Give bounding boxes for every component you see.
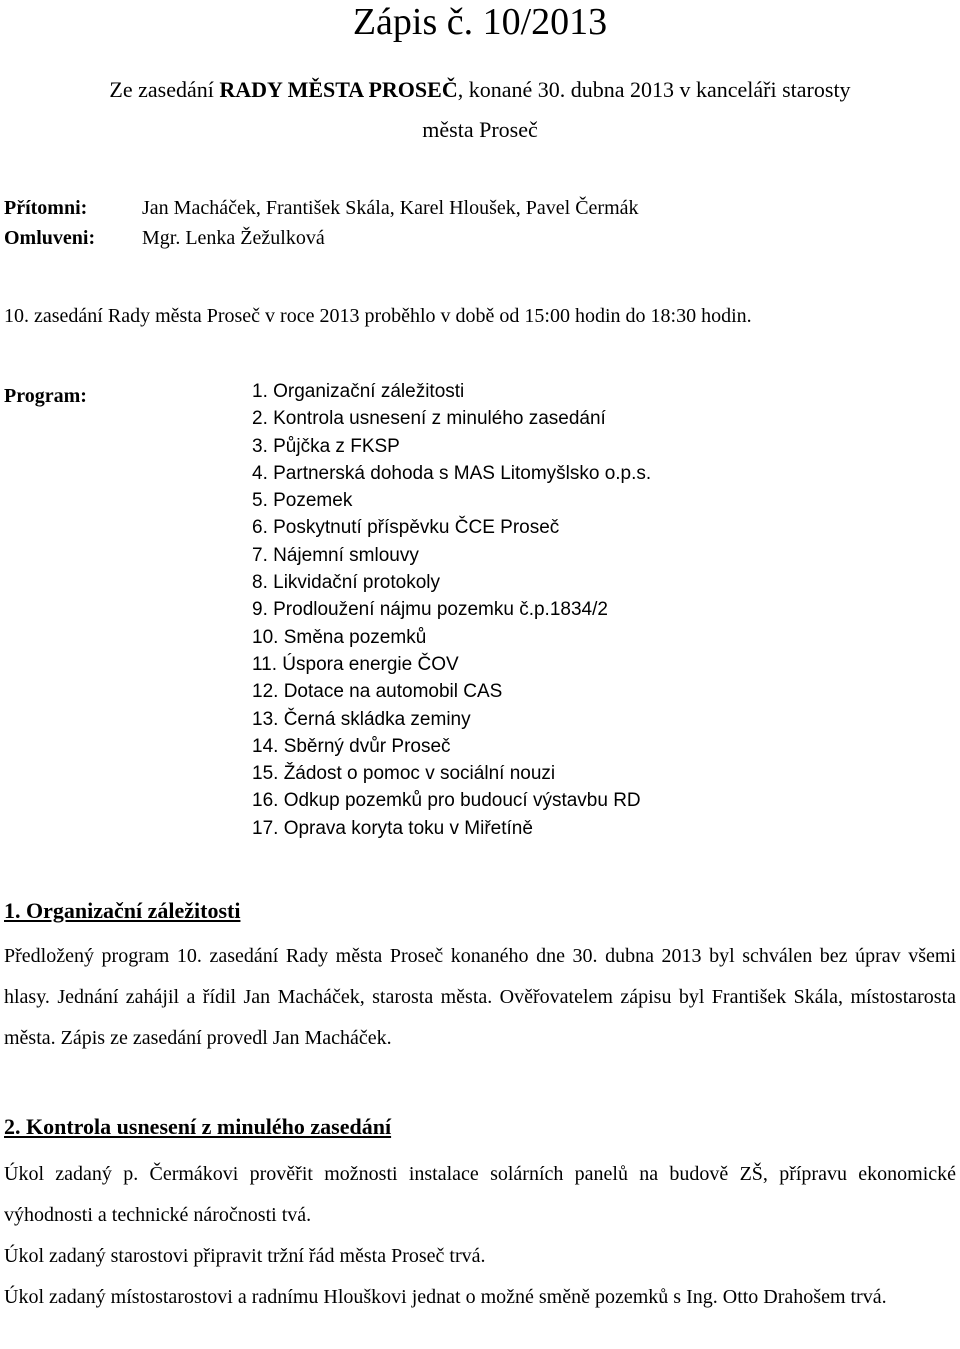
section2-paragraph: Úkol zadaný místostarostovi a radnímu Hlouškovi jednat o možné směně pozemků s Ing. Otto Drahošem trvá. [4, 1286, 887, 1308]
program-item: 8. Likvidační protokoly [252, 572, 440, 594]
program-item: 13. Černá skládka zeminy [252, 708, 471, 730]
program-item: 16. Odkup pozemků pro budoucí výstavbu RD [252, 790, 641, 812]
council-name: RADY MĚSTA PROSEČ [219, 77, 458, 102]
program-item: 5. Pozemek [252, 490, 353, 512]
program-item: 2. Kontrola usnesení z minulého zasedání [252, 408, 606, 430]
program-item: 14. Sběrný dvůr Proseč [252, 735, 451, 757]
program-list [252, 378, 651, 842]
section2-heading: 2. Kontrola usnesení z minulého zasedání [4, 1114, 392, 1139]
meeting-intro: 10. zasedání Rady města Proseč v roce 2013 proběhlo v době od 15:00 hodin do 18:30 hodin. [4, 305, 752, 327]
program-item: 6. Poskytnutí příspěvku ČCE Proseč [252, 517, 560, 539]
section1-heading: 1. Organizační záležitosti [4, 898, 241, 923]
present-label: Přítomni: [4, 197, 88, 219]
program-item: 1. Organizační záležitosti [252, 381, 465, 402]
document-subtitle [0, 70, 960, 150]
subtitle-line2: města Proseč [422, 117, 538, 142]
section2-paragraph: Úkol zadaný p. Čermákovi prověřit možnosti instalace solárních panelů na budově ZŠ, přípravu ekonomické výhodnosti a technické náročnosti tvá. [4, 1163, 956, 1226]
program-item: 10. Směna pozemků [252, 626, 427, 648]
program-item: 15. Žádost o pomoc v sociální nouzi [252, 763, 556, 785]
section2-paragraph: Úkol zadaný starostovi připravit tržní řád města Proseč trvá. [4, 1245, 486, 1267]
program-label: Program: [4, 385, 87, 407]
program-item: 9. Prodloužení nájmu pozemku č.p.1834/2 [252, 599, 608, 621]
program-item: 11. Úspora energie ČOV [252, 653, 459, 675]
present-value: Jan Macháček, František Skála, Karel Hloušek, Pavel Čermák [142, 197, 639, 219]
program-item: 7. Nájemní smlouvy [252, 544, 419, 566]
excused-value: Mgr. Lenka Žežulková [142, 227, 325, 249]
program-item: 17. Oprava koryta toku v Miřetíně [252, 817, 533, 839]
subtitle-prefix: Ze zasedání [109, 77, 220, 102]
subtitle-suffix: , konané 30. dubna 2013 v kanceláři starosty [457, 77, 851, 102]
excused-label: Omluveni: [4, 227, 96, 249]
section1-text: Předložený program 10. zasedání Rady města Proseč konaného dne 30. dubna 2013 byl schválen bez úprav všemi hlasy. Jednání zahájil a řídil Jan Macháček, starosta města. Ověřovatelem zápisu byl František Skála, místostarosta města. Zápis ze zasedání provedl Jan Macháček. [4, 945, 956, 1049]
document-title: Zápis č. 10/2013 [352, 1, 608, 43]
program-item: 4. Partnerská dohoda s MAS Litomyšlsko o.p.s. [252, 462, 652, 484]
program-item: 3. Půjčka z FKSP [252, 435, 400, 457]
program-item: 12. Dotace na automobil CAS [252, 681, 503, 703]
